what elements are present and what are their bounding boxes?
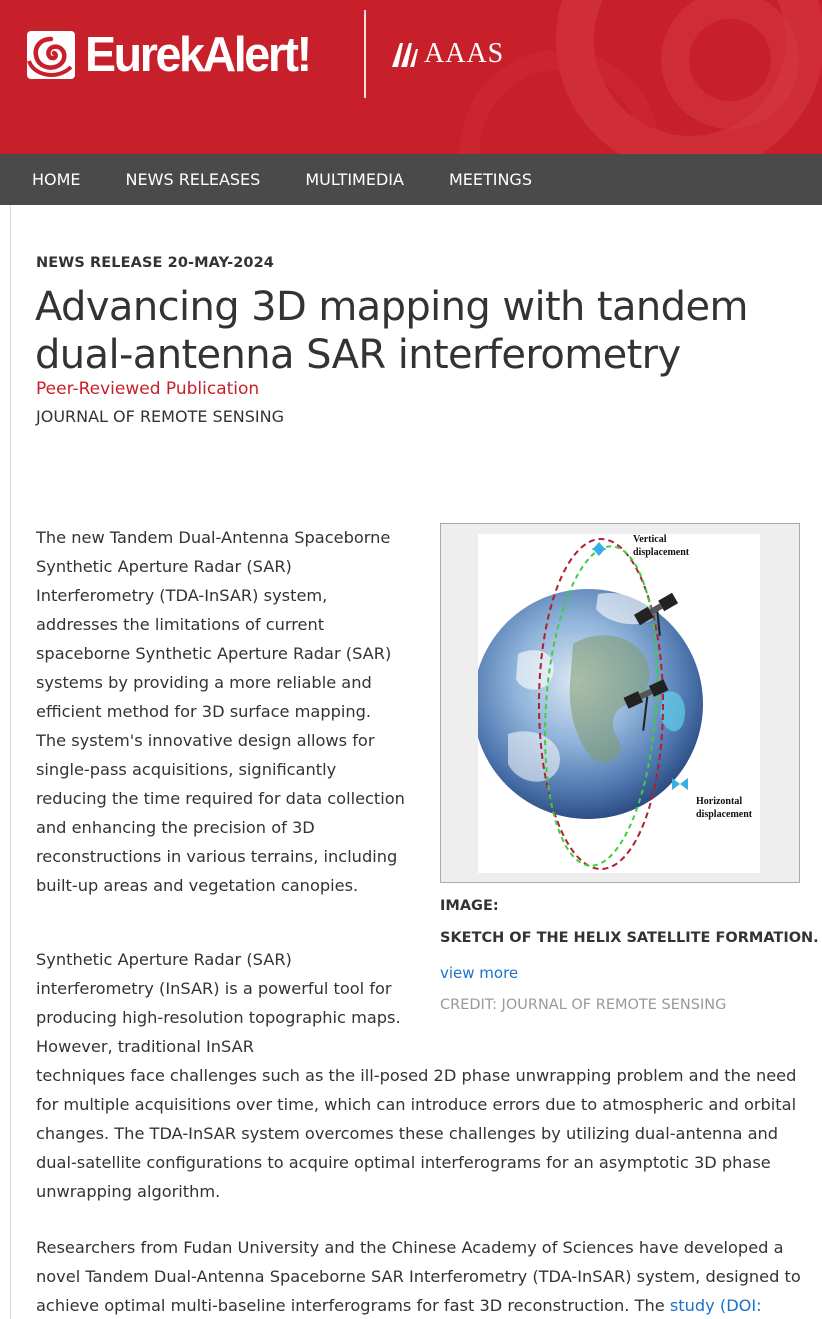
study-doi-link[interactable]: study (DOI: [669, 1296, 762, 1315]
paragraph-3-text: Researchers from Fudan University and the Chinese Academy of Sciences have developed a novel Tandem Dual-Antenna Spaceborne SAR Interferometry (TDA-InSAR) system, designed to achieve optimal multi-baseline interferograms for fast 3D reconstruction. The [36, 1238, 801, 1315]
figure-credit: CREDIT: JOURNAL OF REMOTE SENSING [440, 997, 727, 1013]
figure-frame[interactable] [440, 523, 800, 883]
aaas-text: AAAS [424, 38, 505, 69]
main-nav [0, 154, 822, 205]
annotation-horizontal-displacement: displacement [696, 809, 753, 820]
masthead [0, 0, 822, 154]
nav-multimedia[interactable]: MULTIMEDIA [305, 170, 404, 189]
view-more-link[interactable]: view more [440, 964, 519, 982]
eurekalert-logo[interactable] [27, 30, 322, 80]
aaas-logo[interactable] [390, 38, 504, 70]
article-paragraph-2-continued: techniques face challenges such as the ill-posed 2D phase unwrapping problem and the need for multiple acquisitions over time, which can introduce errors due to atmospheric and orbital changes. The TDA-InSAR system overcomes these challenges by utilizing dual-antenna and dual-satellite configurations to acquire optimal interferograms for an asymptotic 3D phase unwrapping algorithm. [36, 1066, 797, 1201]
figure-caption: SKETCH OF THE HELIX SATELLITE FORMATION. [440, 930, 819, 946]
peer-reviewed-link[interactable]: Peer-Reviewed Publication [36, 379, 260, 399]
journal-name: JOURNAL OF REMOTE SENSING [36, 407, 285, 426]
annotation-vertical-displacement: displacement [633, 547, 690, 558]
nav-news-releases[interactable]: NEWS RELEASES [125, 170, 261, 189]
figure-label: IMAGE: [440, 898, 499, 914]
nav-meetings[interactable]: MEETINGS [448, 170, 532, 189]
annotation-horizontal: Horizontal [696, 796, 743, 807]
release-date-kicker: NEWS RELEASE 20-MAY-2024 [36, 255, 274, 271]
article-paragraph-1: The new Tandem Dual-Antenna Spaceborne Synthetic Aperture Radar (SAR) Interferometry (TDA-InSAR) system, addresses the limitations of current spaceborne Synthetic Aperture Radar (SAR) systems by providing a more reliable and efficient method for 3D surface mapping. The system's innovative design allows for single-pass acquisitions, significantly reducing the time required for data collection and enhancing the precision of 3D reconstructions in various terrains, including built-up areas and vegetation canopies. [36, 528, 405, 895]
logo-text: EurekAlert! [85, 28, 310, 82]
article-title: Advancing 3D mapping with tandem dual-antenna SAR interferometry [35, 284, 748, 378]
content-left-border [10, 205, 11, 1319]
article-paragraph-2-start: Synthetic Aperture Radar (SAR) interferometry (InSAR) is a powerful tool for producing high-resolution topographic maps. However, traditional InSAR [36, 950, 401, 1056]
header-divider [364, 10, 366, 98]
helix-satellite-sketch-image [478, 534, 760, 873]
article-paragraph-3 [36, 1233, 806, 1319]
annotation-vertical: Vertical [633, 534, 667, 545]
earth-satellite-illustration [478, 534, 760, 873]
nav-home[interactable]: HOME [32, 170, 81, 189]
eurekalert-swirl-icon [27, 31, 75, 79]
aaas-mark-icon [390, 39, 420, 69]
